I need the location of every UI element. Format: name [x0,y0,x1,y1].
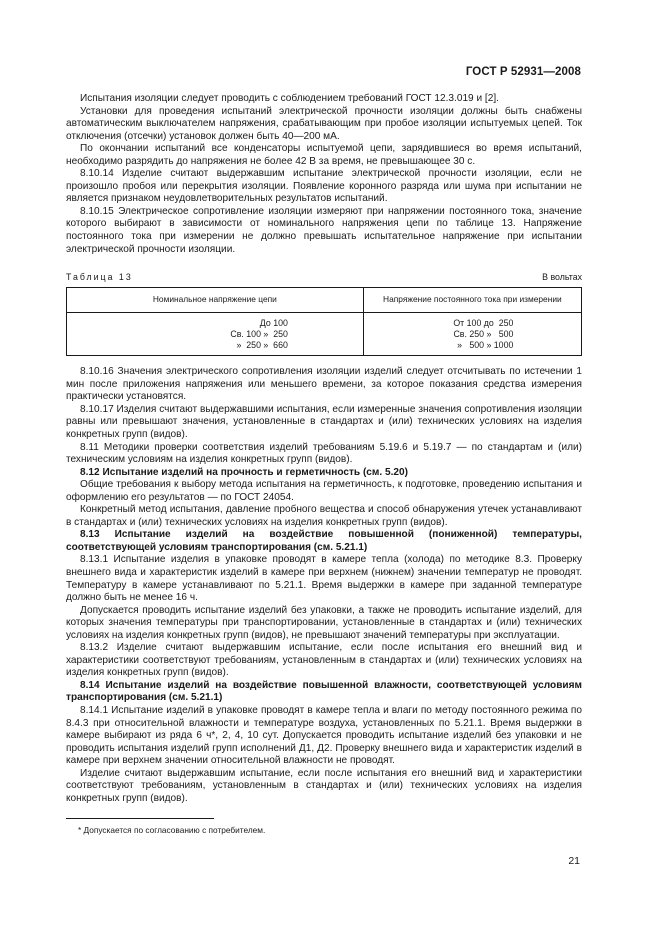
paragraph: 8.13.1 Испытание изделия в упаковке проводят в камере тепла (холода) по методике 8.3. Проверку внешнего вида и характеристик изделий в камере при верхнем (нижнем) значении температур не проводят. Температуру в камере устанавливают по 5.21.1. Время выдержки в камере при заданной температуре должно быть не менее 16 ч. [66,554,582,604]
table-line: Св. 250 » 500 [453,328,514,339]
table-row [67,312,582,356]
standard-header: ГОСТ Р 52931—2008 [465,66,581,78]
table-cell-measurement [363,312,581,356]
table-line: От 100 до 250 [453,317,514,328]
table-title: Таблица 13 [66,272,133,283]
table-line: Св. 100 » 250 [230,328,288,339]
table-line: » 500 » 1000 [457,340,514,351]
table-header-nominal: Номинальное напряжение цепи [67,287,364,312]
paragraph: 8.14.1 Испытание изделий в упаковке проводят в камере тепла и влаги по методу постоянного режима по 8.4.3 при относительной влажности и температуре воздуха, установленных по 5.21.1. Время выдержки в камере выбирают из ряда 6 ч*, 2, 4, 10 сут. Допускается проводить испытание изделий без упаковки и не проводить испытания изделий групп исполнений Д1, Д2. Проверку внешнего вида и характеристик изделий в камере при верхнем значении относительной влажности не проводят. [66,705,582,767]
voltage-table [66,287,582,357]
table-line: » 250 » 660 [236,340,288,351]
paragraph: 8.11 Методики проверки соответствия изделий требованиям 5.19.6 и 5.19.7 — по стандартам и (или) техническим условиям на изделия конкретных групп (видов). [66,441,582,466]
paragraph: Общие требования к выбору метода испытания на герметичность, к подготовке, проведению испытания и оформлению его результатов — по ГОСТ 24054. [66,479,582,503]
body-text [66,93,582,805]
paragraph: 8.10.16 Значения электрического сопротивления изоляции изделий следует отсчитывать по истечении 1 мин после приложения напряжения или меньшего времени, за которое показания средства измерения практически установятся. [66,366,582,403]
paragraph: 8.10.14 Изделие считают выдержавшим испытание электрической прочности изоляции, если не произошло пробоя или перекрытия изоляции. Появление коронного разряда или шума при испытании не является признаком неудовлетворительных результатов испытаний. [66,168,582,205]
table-cell-nominal [67,312,364,356]
paragraph: Конкретный метод испытания, давление пробного вещества и способ обнаружения утечек устанавливают в стандартах и (или) технических условиях на изделия конкретных групп (видов). [66,504,582,528]
paragraph: По окончании испытаний все конденсаторы испытуемой цепи, зарядившиеся во время испытаний, необходимо разрядить до напряжения не более 42 В за время, не превышающее 30 с. [66,143,582,167]
footnote: * Допускается по согласованию с потребителем. [78,825,266,835]
paragraph: Испытания изоляции следует проводить с соблюдением требований ГОСТ 12.3.019 и [2]. [80,93,499,104]
section-heading: 8.12 Испытание изделий на прочность и герметичность (см. 5.20) [80,466,408,478]
paragraph: 8.10.15 Электрическое сопротивление изоляции измеряют при напряжении постоянного тока, значение которого выбирают в зависимости от номинального напряжения цепи по таблице 13. Напряжение постоянного тока при измерении не должно превышать испытательное напряжение при испытании электрической прочности изоляции. [66,205,582,255]
footnote-divider [66,818,214,819]
paragraph: Установки для проведения испытаний электрической прочности изоляции должны быть снабжены автоматическим выключателем напряжения, срабатывающим при пробое изоляции испытуемых цепей. Ток отключения (отсечки) установок должен быть 40—200 мА. [66,105,582,142]
paragraph: 8.13.2 Изделие считают выдержавшим испытание, если после испытания его внешний вид и характеристики соответствуют требованиям, установленным в стандартах и (или) технических условиях на изделия конкретных групп (видов). [66,642,582,679]
paragraph: 8.10.17 Изделия считают выдержавшими испытания, если измеренные значения сопротивления изоляции равны или превышают значения, установленные в стандартах и (или) технических условиях на изделия конкретных групп (видов). [66,403,582,440]
table-units: В вольтах [542,272,582,283]
bottom-paragraphs [66,366,582,805]
table-header-row [67,287,582,312]
paragraph: Допускается проводить испытание изделий без упаковки, а также не проводить испытание изделий, для которых значения температуры при транспортировании, установленные в стандартах и (или) технических условиях на изделия конкретных групп (видов), не превышают значений температуры при эксплуатации. [66,604,582,641]
table-caption [66,271,582,284]
table-header-measurement: Напряжение постоянного тока при измерении [363,287,581,312]
table-line: До 100 [259,317,288,328]
section-heading: 8.13 Испытание изделий на воздействие повышенной (пониженной) температуры, соответствующей условиям транспортирования (см. 5.21.1) [66,529,582,553]
nominal-values [92,318,338,352]
section-heading: 8.14 Испытание изделий на воздействие повышенной влажности, соответствующей условиям транспортирования (см. 5.21.1) [66,679,582,704]
paragraph: Изделие считают выдержавшим испытание, если после испытания его внешний вид и характеристики соответствуют требованиям, установленным в стандартах и (или) технических условиях на изделия конкретных групп (видов). [66,767,582,804]
top-paragraphs [66,93,582,256]
page-number: 21 [568,855,580,867]
measurement-values [431,318,513,352]
